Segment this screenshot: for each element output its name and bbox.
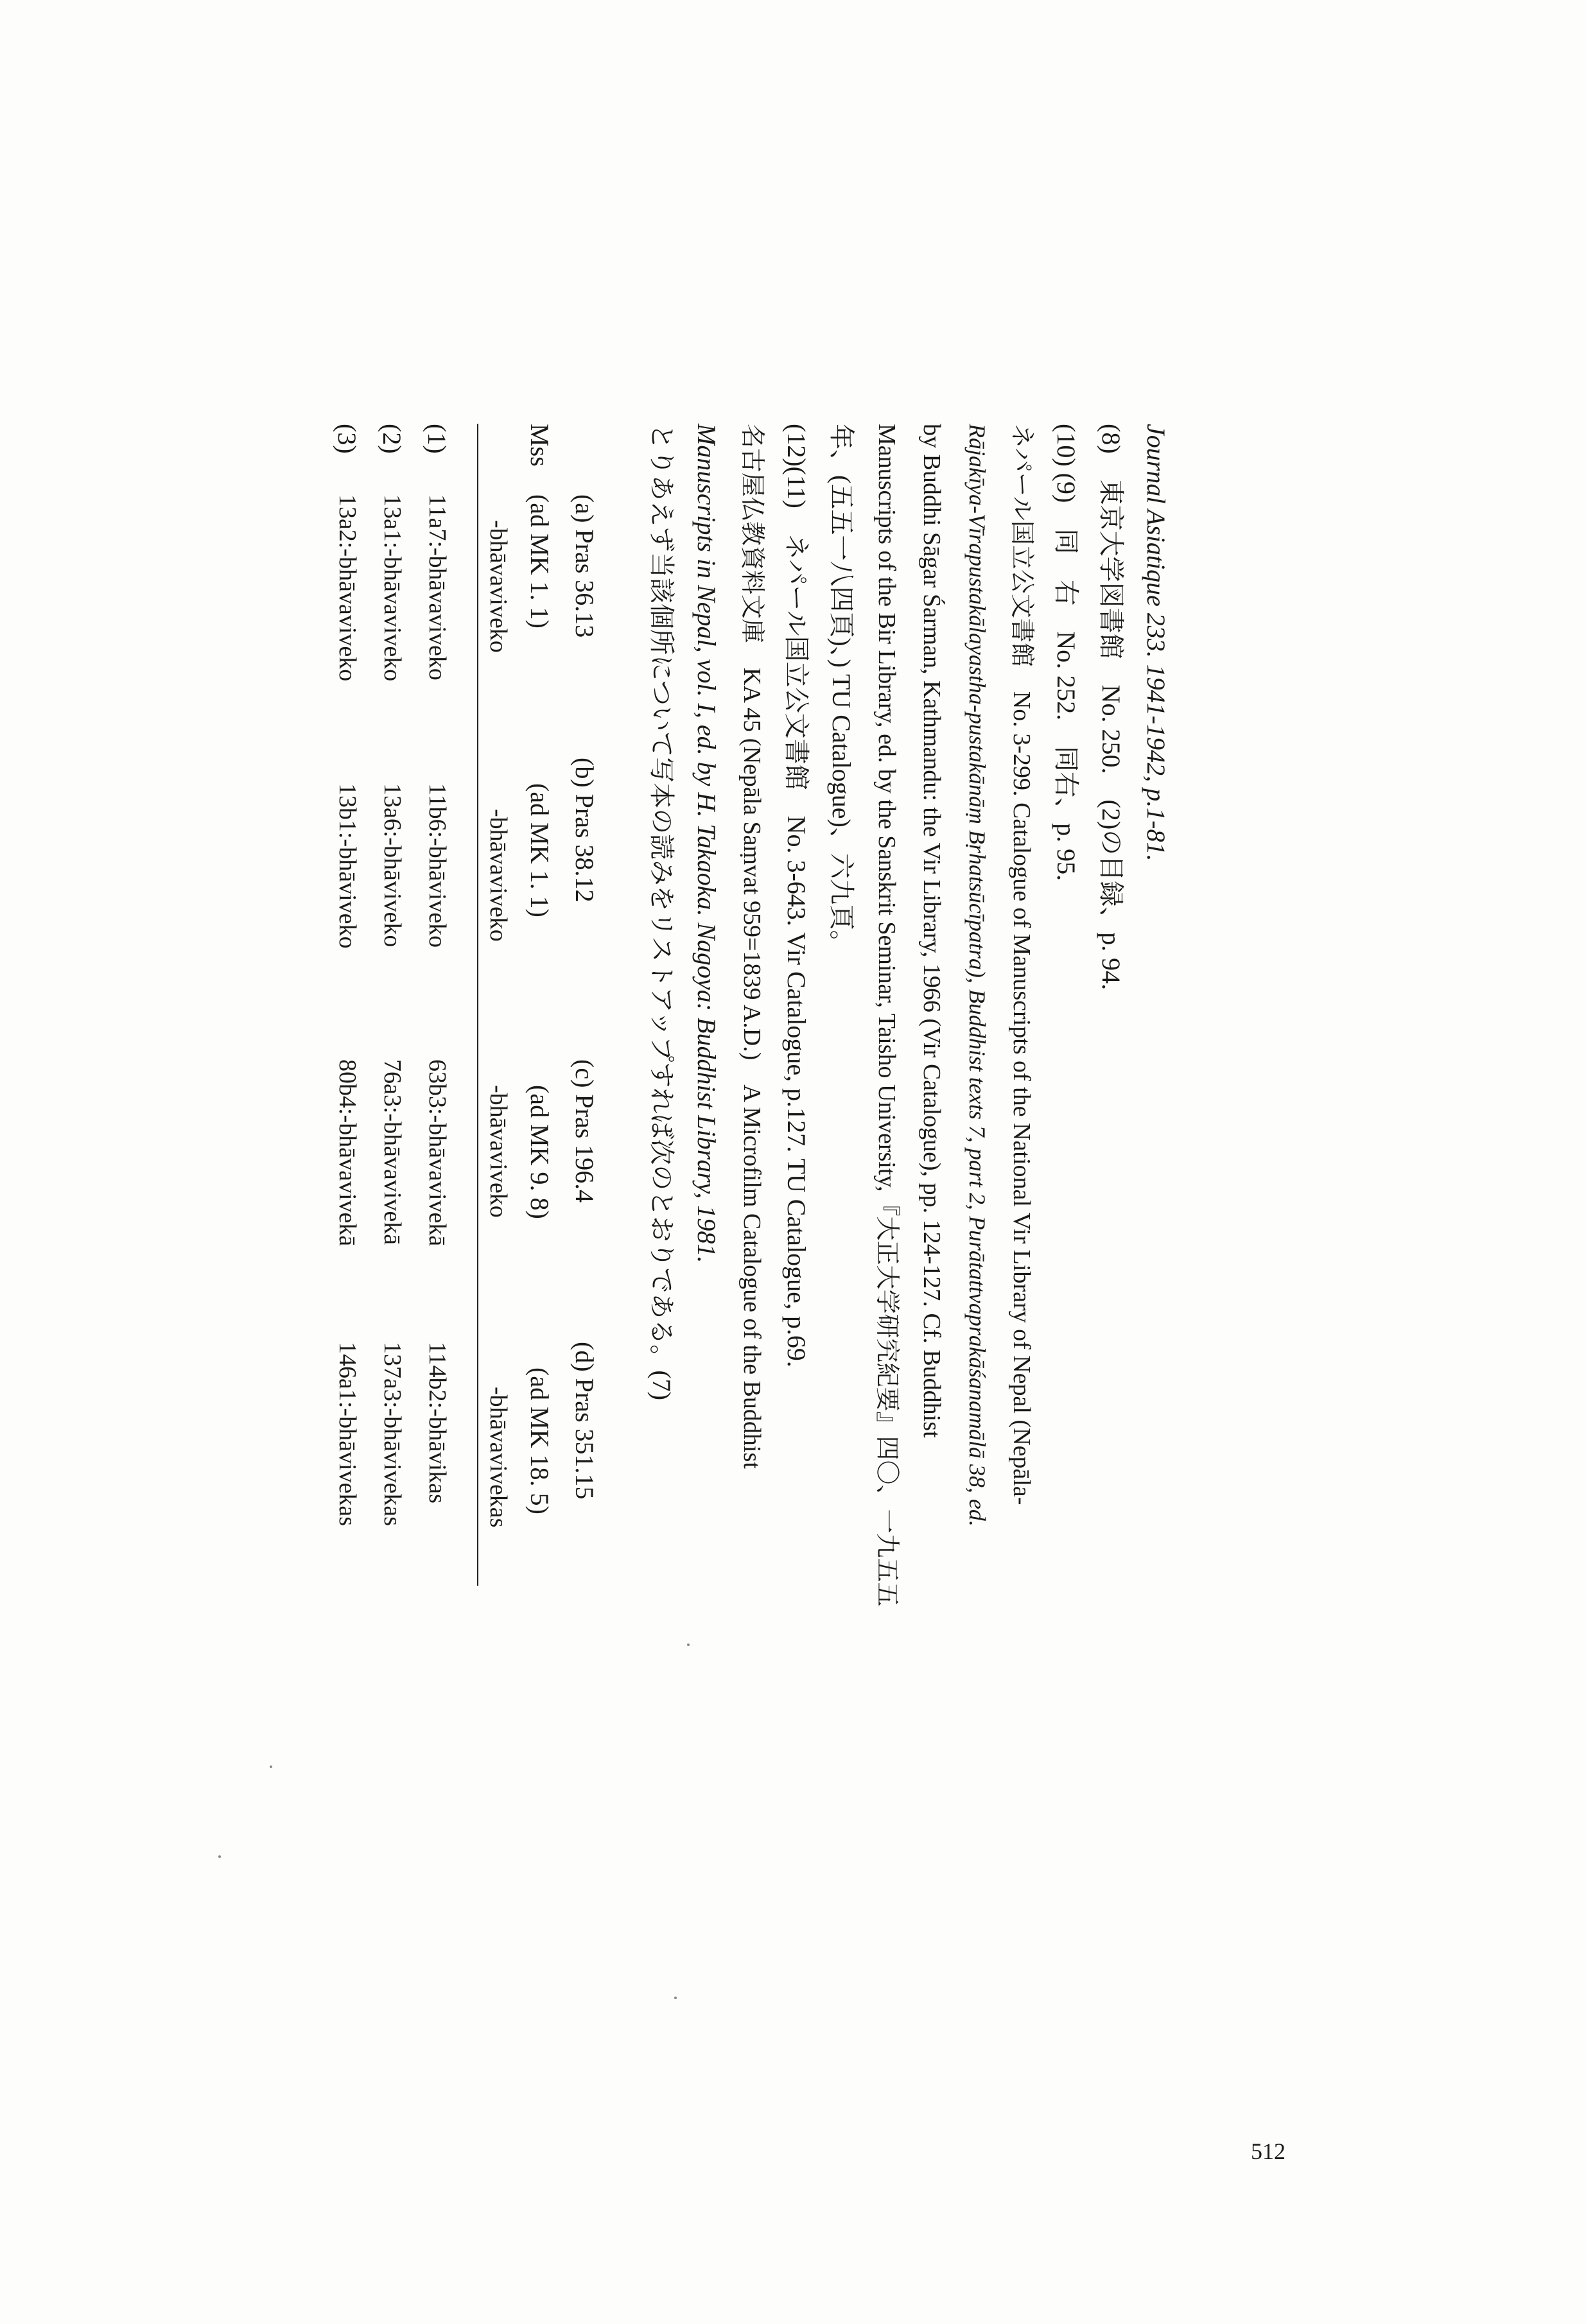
row-3-cell-d: 146a1:-bhāvivekas <box>334 1342 361 1527</box>
note-line-1: Journal Asiatique 233. 1941-1942, p.1-81. <box>1142 424 1171 862</box>
header-form-b: -bhāvaviveko <box>485 809 512 942</box>
row-2-cell-c: 76a3:-bhāvavivekā <box>379 1059 406 1245</box>
row-1-cell-d: 114b2:-bhāvikas <box>424 1342 451 1504</box>
note-line-10: 名古屋仏教資料文庫 KA 45 (Nepāla Saṃvat 959=1839 A.D.) A Microfilm Catalogue of the Buddhist <box>738 424 765 1469</box>
note-line-7: Manuscripts of the Bir Library, ed. by the Sanskrit Seminar, Taisho University,『大正大学研究紀要』四〇、一九五五 <box>873 424 900 1607</box>
row-2-cell-a: 13a1:-bhāvaviveko <box>379 494 406 682</box>
note-line-3: (10) (9) 同 右 No. 252. 同右、p. 95. <box>1052 424 1081 881</box>
row-3-cell-a: 13a2:-bhāvaviveko <box>334 494 361 682</box>
note-line-8: 年、(五五一八四頁)、) TU Catalogue)、六九頁。 <box>827 424 856 956</box>
row-1-cell-a: 11a7:-bhāvaviveko <box>424 494 451 681</box>
header-mk-b: (ad MK 1. 1) <box>525 783 554 917</box>
note-line-5: Rājakīya-Vīrapustakālayastha-pustakānāṃ Bṛhatsūcīpatra), Buddhist texts 7, part 2, Purātattvaprakāśanamālā 38, ed. <box>964 424 990 1527</box>
note-line-9: (12)(11) ネパール国立公文書館 No. 3-643. Vir Catalogue, p.127. TU Catalogue, p.69. <box>782 424 811 1367</box>
scan-speck <box>674 1997 677 1999</box>
scan-speck <box>270 1765 272 1768</box>
row-3-label: (3) <box>333 424 362 454</box>
page-number: 512 <box>1251 2138 1285 2164</box>
row-2-label: (2) <box>378 424 406 454</box>
header-form-c: -bhāvaviveko <box>485 1085 512 1218</box>
note-line-12: とりあえず当該個所について写本の読みをリストアップすれば次のとおりである。(7) <box>647 424 676 1401</box>
header-ref-b: (b) Pras 38.12 <box>570 758 599 903</box>
note-line-6: by Buddhi Sāgar Śarman, Kathmandu: the Vir Library, 1966 (Vir Catalogue), pp. 124-127. Cf. Buddhist <box>918 424 945 1438</box>
note-line-2: (8) 東京大学図書館 No. 250. (2)の目録、p. 94. <box>1097 424 1126 991</box>
row-3-cell-b: 13b1:-bhāviveko <box>334 783 361 949</box>
note-line-11: Manuscripts in Nepal, vol. I, ed. by H. Takaoka. Nagoya: Buddhist Library, 1981. <box>692 424 721 1263</box>
scan-speck <box>687 1643 690 1646</box>
note-line-4: ネパール国立公文書館 No. 3-299. Catalogue of Manuscripts of the National Vir Library of Nepal (Nepāla- <box>1008 424 1035 1505</box>
row-3-cell-c: 80b4:-bhāvavivekā <box>334 1059 361 1247</box>
row-2-cell-d: 137a3:-bhāvivekas <box>379 1342 406 1527</box>
scan-speck <box>218 1855 221 1858</box>
header-mk-a: (ad MK 1. 1) <box>525 494 554 629</box>
row-2-cell-b: 13a6:-bhāviveko <box>379 783 406 948</box>
header-form-a: -bhāvaviveko <box>485 520 512 653</box>
header-ref-d: (d) Pras 351.15 <box>570 1342 599 1500</box>
table-header-rule <box>477 424 478 1586</box>
header-ref-a: (a) Pras 36.13 <box>570 494 599 638</box>
header-mk-d: (ad MK 18. 5) <box>525 1367 554 1514</box>
row-1-cell-b: 11b6:-bhāviveko <box>424 783 451 948</box>
row-1-label: (1) <box>423 424 451 454</box>
header-mk-c: (ad MK 9. 8) <box>525 1085 554 1219</box>
header-ref-c: (c) Pras 196.4 <box>570 1059 599 1203</box>
mss-label: Mss <box>525 424 554 467</box>
rotated-content <box>225 424 1188 1836</box>
header-form-d: -bhāvavivekas <box>485 1387 512 1528</box>
row-1-cell-c: 63b3:-bhāvavivekā <box>424 1059 451 1247</box>
